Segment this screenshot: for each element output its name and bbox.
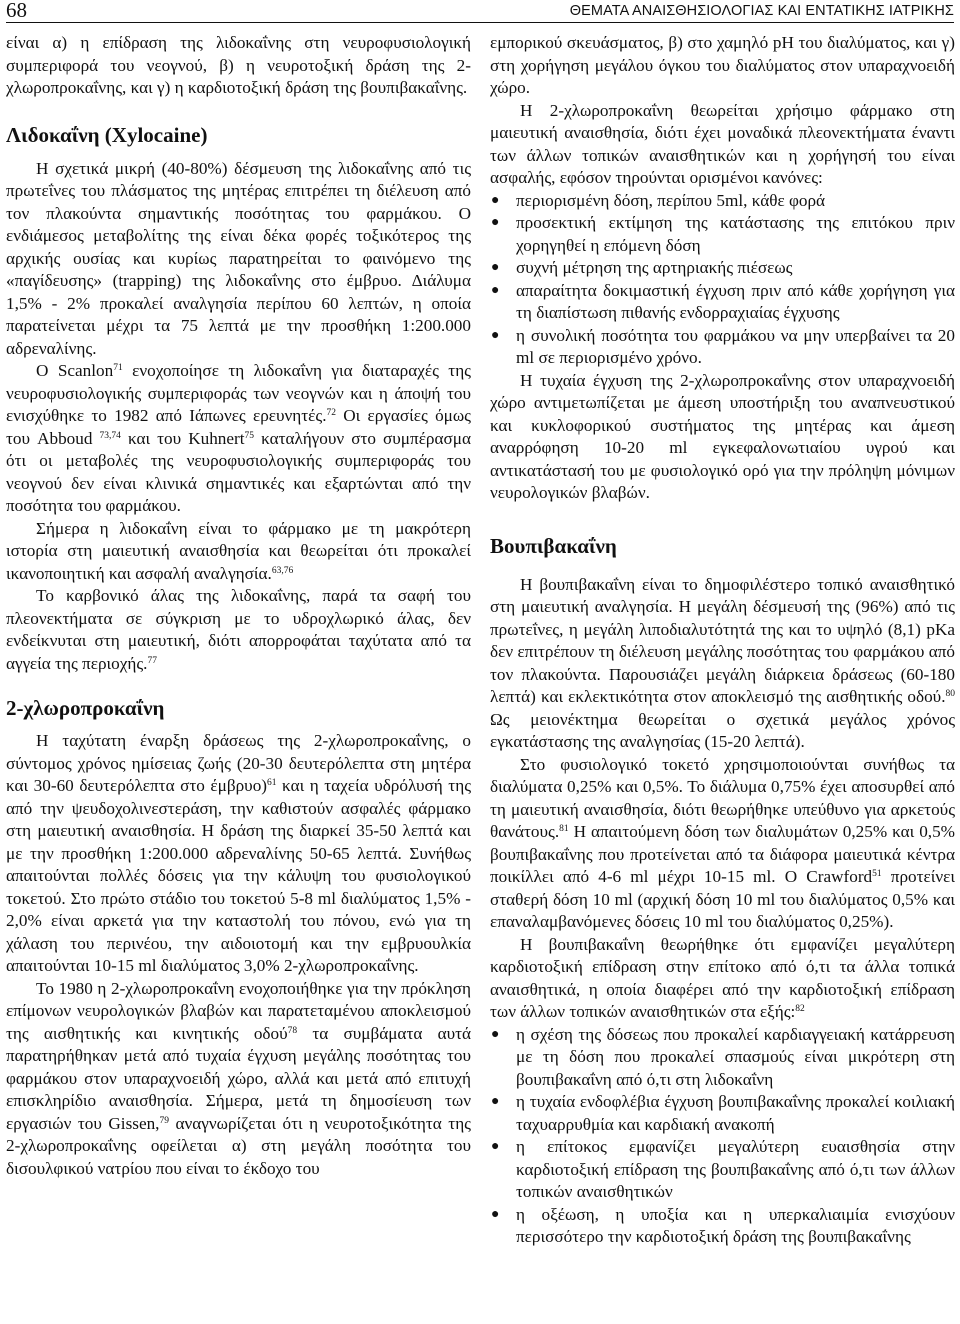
citation: 75	[244, 430, 255, 441]
lidocaine-paragraph-2: Ο Scanlon$^{71}$ ενοχοποίησε τη λιδοκαΐνη για διαταραχές της νευροφυσιολογικής συμπεριφοράς των νεογνών και η άποψή του ενισχύθηκε το 1982 από Ιάπωνες ερευνητές.$^{72}$ Οι εργασίες όμως του Abboud $^{73,74}$ και του Kuhnert$^{75}$ καταλήγουν στο συμπέρασμα ότι οι μεταβολές της νευροφυσιολογικής συμπεριφοράς του νεογνού δεν είναι κλινικά σημαντικές και εξαρτώνται από την ποσότητα του φαρμάκου.	[6, 361, 471, 515]
running-title: ΘΕΜΑΤΑ ΑΝΑΙΣΘΗΣΙΟΛΟΓΙΑΣ ΚΑΙ ΕΝΤΑΤΙΚΗΣ ΙΑΤΡΙΚΗΣ	[569, 3, 954, 19]
accidental-injection-paragraph: Η τυχαία έγχυση της 2-χλωροπροκαΐνης στον υπαραχνοειδή χώρο αντιμετωπίζεται με άμεση υποστήριξη του αναπνευστικού και κυκλοφορικού συστήματος της μητέρας και άμεση αναρρόφηση 10-20 ml εγκεφαλονωτιαίου υγρού και αντικατάστασή του με φυσιολογικό ορό για την πρόληψη μόνιμων νευρολογικών βλαβών.	[490, 370, 955, 502]
bupivacaine-paragraph-2: Στο φυσιολογικό τοκετό χρησιμοποιούνται συνήθως τα διαλύματα 0,25% και 0,5%. Το διάλυμα 0,75% έχει αποσυρθεί από τη μαιευτική αναισθησία, διότι θεωρήθηκε υπεύθυνο για αρκετούς θανάτους.$^{81}$ Η απαιτούμενη δόση των διαλυμάτων 0,25% και 0,5% βουπιβακαΐνης που προτείνεται από τα διάφορα μαιευτικά κέντρα ποικίλλει από 4-6 ml μέχρι 10-15 ml. Ο Crawford$^{51}$ προτείνει σταθερή δόση 10 ml (αρχική δόση 10 ml του διαλύματος 0,5% και επαναλαμβανόμενες δόσεις 10 ml του διαλύματος 0,25%).	[490, 754, 955, 931]
chloroprocaine-paragraph-2: Το 1980 η 2-χλωροπροκαΐνη ενοχοποιήθηκε για την πρόκληση επίμονων νευρολογικών βλαβών και παρατεταμένου αποκλεισμού της αισθητικής και κινητικής οδού$^{78}$ τα συμβάματα αυτά παρατηρήθηκαν μετά από τυχαία έγχυση μεγάλης ποσότητας του φαρμάκου στον υπαραχνοειδή χώρο, αλλά και μετά από επιτυχή επισκληρίδιο αναισθησία. Σήμερα, μετά τη δημοσίευση των εργασιών του Gissen,$^{79}$ αναγνωρίζεται ότι η νευροτοξικότητα της 2-χλωροπροκαΐνης οφείλεται α) στη μεγάλη ποσότητα του δισουλφικού νατρίου που είναι το έκδοχο του	[6, 978, 471, 1178]
lidocaine-paragraph-4: Το καρβονικό άλας της λιδοκαΐνης, παρά τα σαφή του πλεονεκτήματα σε σύγκριση με το υδροχλωρικό άλας, δεν ενδείκνυται στη μαιευτική, διότι απορροφάται ταχύτατα από τα αγγεία της περιοχής.$^{77}$	[6, 586, 471, 673]
list-item: ● η οξέωση, η υποξία και η υπερκαλιαιμία ενισχύουν περισσότερο την καρδιοτοξική δράση της βουπιβακαΐνης	[490, 1204, 955, 1249]
chloroprocaine-paragraph-1: Η ταχύτατη έναρξη δράσεως της 2-χλωροπροκαΐνης, ο σύντομος χρόνος ημίσειας ζωής (20-30 δευτερόλεπτα στη μητέρα και 30-60 δευτερόλεπτα στο έμβρυο)$^{61}$ και η ταχεία υδρόλυσή της από την ψευδοχολινεστεράση, την καθιστούν ασφαλές φάρμακο στη μαιευτική αναισθησία. Η δράση της διαρκεί 35-50 λεπτά και με την προσθήκη 1:200.000 αδρεναλίνης 50-65 λεπτά. Συνήθως απαιτούνται πολλές δόσεις για την κάλυψη του φυσιολογικού τοκετού. Στο πρώτο στάδιο του τοκετού 5-8 ml διαλύματος 1,5% - 2,0% είναι αρκετά για την καταστολή του πόνου, ενώ για τη χάλαση του περινέου, την αιδοιοτομή και την εμβρυουλκία απαιτούνται 10-15 ml διαλύματος 3,0% 2-χλωροπροκαΐνης.	[6, 731, 471, 975]
citation: 82	[795, 1004, 805, 1014]
list-item: ● η επίτοκος εμφανίζει μεγαλύτερη ευαισθησία στην καρδιοτοξική επίδραση της βουπιβακαΐνης από ό,τι των άλλων τοπικών αναισθητικών	[490, 1136, 955, 1204]
citation: 79	[159, 1115, 169, 1126]
list-item: ● περιορισμένη δόση, περίπου 5ml, κάθε φορά	[490, 190, 955, 213]
section-heading-bupivacaine: Βουπιβακαΐνη	[490, 533, 617, 558]
citation: 78	[287, 1025, 298, 1036]
bupivacaine-paragraph-1: Η βουπιβακαΐνη είναι το δημοφιλέστερο τοπικό αναισθητικό στη μαιευτική αναλγησία. Η μεγάλη δέσμευσή της (96%) από τις πρωτεΐνες, η μεγάλη λιποδιαλυτότητά της και το υψηλό (8,1) pKa δεν επιτρέπουν τη διέλευση μεγάλης ποσότητας του φαρμάκου από τον πλακούντα. Παρουσιάζει μεγάλη διάρκεια δράσεως (60-180 λεπτά) και εκλεκτικότητα στον αποκλεισμό της αισθητικής οδού.$^{80}$ Ως μειονέκτημα θεωρείται ο σχετικά μεγάλος χρόνος εγκατάστασης της αναλγησίας (15-20 λεπτά).	[490, 574, 955, 751]
running-header	[6, 0, 954, 23]
list-item: ● απαραίτητα δοκιμαστική έγχυση πριν από κάθε χορήγηση για τη διαπίστωση πιθανής ενδορραχιαίας έγχυσης	[490, 280, 955, 325]
citation: 72	[326, 408, 336, 418]
list-item: ● συχνή μέτρηση της αρτηριακής πιέσεως	[490, 257, 955, 280]
section-heading-chloroprocaine: 2-χλωροπροκαΐνη	[6, 696, 165, 720]
list-item: ● η σχέση της δόσεως που προκαλεί καρδιαγγειακή κατάρρευση με τη δόση που προκαλεί σπασμούς είναι μικρότερη στη βουπιβακαΐνη από ό,τι στη λιδοκαΐνη	[490, 1024, 955, 1092]
citation: 80	[945, 689, 955, 699]
right-column	[490, 32, 955, 1249]
list-item: ● η συνολική ποσότητα του φαρμάκου να μην υπερβαίνει τα 20 ml σε περιορισμένο χρόνο.	[490, 325, 955, 370]
citation: 77	[147, 655, 157, 666]
lidocaine-paragraph-3: Σήμερα η λιδοκαΐνη είναι το φάρμακο με τη μακρότερη ιστορία στη μαιευτική αναισθησία και θεωρείται ότι προκαλεί ικανοποιητική και ασφαλή αναλγησία.$^{63,76}$	[6, 518, 471, 583]
citation: 81	[559, 824, 569, 834]
intro-paragraph: είναι α) η επίδραση της λιδοκαΐνης στη νευροφυσιολογική συμπεριφορά του νεογνού, β) η νευροτοξική δράση της 2-χλωροπροκαΐνης, και γ) η καρδιοτοξική δράση της βουπιβακαΐνης.	[6, 33, 471, 97]
cardiotoxicity-list	[490, 1024, 955, 1249]
list-item: ● η τυχαία ενδοφλέβια έγχυση βουπιβακαΐνης προκαλεί κοιλιακή ταχυαρρυθμία και καρδιακή ανακοπή	[490, 1091, 955, 1136]
citation: 51	[872, 869, 882, 879]
chloroprocaine-rules-intro: Η 2-χλωροπροκαΐνη θεωρείται χρήσιμο φάρμακο στη μαιευτική αναισθησία, διότι έχει μοναδικά πλεονεκτήματα έναντι των άλλων τοπικών αναισθητικών και η χορήγησή του είναι ασφαλής, εφόσον τηρούνται ορισμένοι κανόνες:	[490, 100, 955, 187]
lidocaine-paragraph-1: Η σχετικά μικρή (40-80%) δέσμευση της λιδοκαΐνης από τις πρωτεΐνες του πλάσματος της μητέρας επιτρέπει τη διέλευση από τον πλακούντα σημαντικής ποσότητας του φαρμάκου. Ο ενδιάμεσος μεταβολίτης της είναι δέκα φορές τοξικότερος της αρχικής ουσίας και κυρίως παρατηρείται το φαινόμενο της «παγίδευσης» (trapping) της λιδοκαΐνης στο έμβρυο. Διάλυμα 1,5% - 2% προκαλεί αναλγησία περίπου 60 λεπτών, η οποία παρατείνεται μέχρι τα 75 λεπτά με την προσθήκη 1:200.000 αδρεναλίνης.	[6, 158, 471, 358]
page-number: 68	[6, 0, 27, 22]
left-column	[6, 32, 471, 1180]
citation: 71	[113, 363, 123, 373]
citation: 63,76	[271, 565, 294, 576]
continued-paragraph: εμπορικού σκευάσματος, β) στο χαμηλό pH του διαλύματος, και γ) στη χορήγηση μεγάλου όγκου του διαλύματος στον υπαραχνοειδή χώρο.	[490, 33, 955, 97]
safety-rules-list	[490, 190, 955, 370]
list-item: ● προσεκτική εκτίμηση της κατάστασης της επιτόκου πριν χορηγηθεί η επόμενη δόση	[490, 212, 955, 257]
citation: 73,74	[99, 430, 121, 441]
bupivacaine-paragraph-3: Η βουπιβακαΐνη θεωρήθηκε ότι εμφανίζει μεγαλύτερη καρδιοτοξική επίδραση στην επίτοκο από ό,τι τα άλλα τοπικά αναισθητικά, η οποία διαφέρει από την καρδιοτοξική επίδραση των άλλων τοπικών αναισθητικών στα εξής:$^{82}$	[490, 934, 955, 1021]
section-heading-lidocaine: Λιδοκαΐνη (Xylocaine)	[6, 122, 208, 147]
citation: 61	[267, 778, 277, 788]
